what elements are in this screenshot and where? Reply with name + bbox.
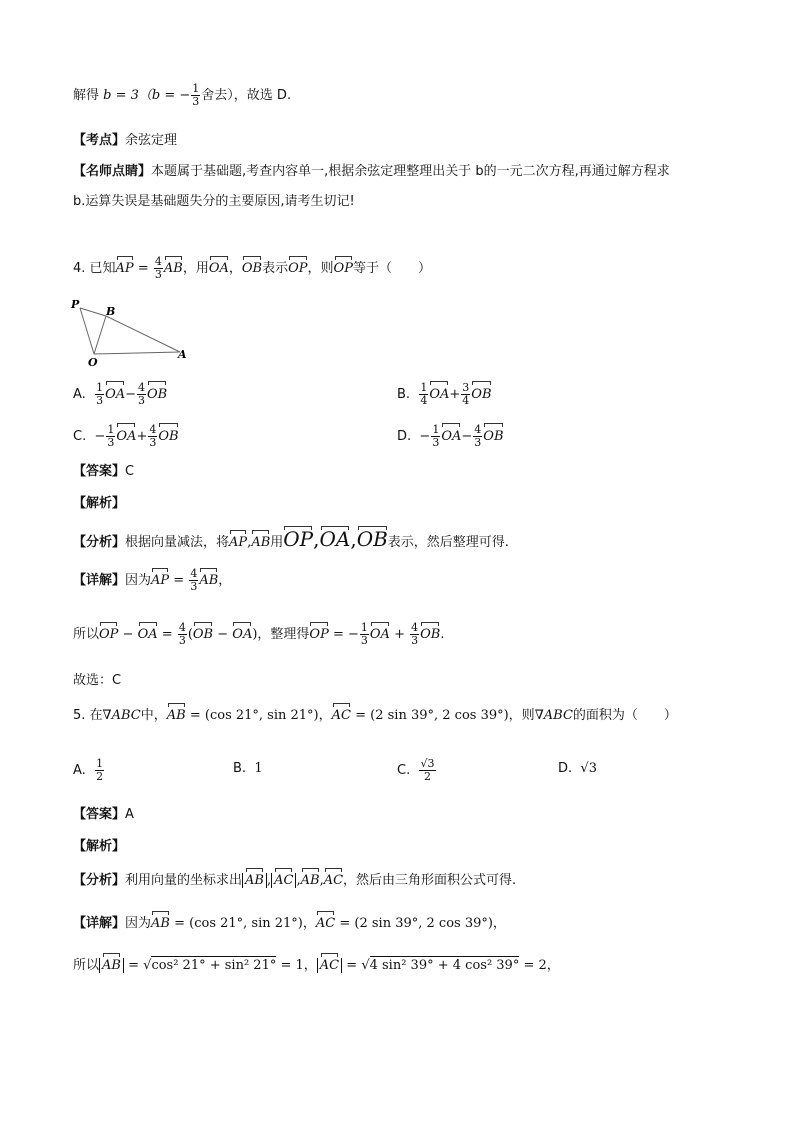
q4-answer: 【答案】C	[73, 464, 135, 479]
q5-detail: 【详解】因为AB = (cos 21°, sin 21°)，AC = (2 sin 39°, 2 cos 39°)，	[73, 914, 506, 934]
q5-derivation: 所以 AB = √cos² 21° + sin² 21° = 1， AC = √4 sin² 39° + 4 cos² 39° = 2，	[73, 956, 560, 976]
q4-derivation: 所以OP − OA = $\frac{4}{3}$ (OB − OA)，整理得OP = − $\frac{1}{3}$ OA + $\frac{4}{3}$ OB.	[73, 621, 445, 647]
question-5: 5. 在∇ABC中，AB = (cos 21°, sin 21°)，AC = (2 sin 39°, 2 cos 39°)，则∇ABC的面积为（ ）	[73, 706, 677, 726]
option-a[interactable]: A. $\frac{1}{3}$ OA− $\frac{4}{3}$ OB	[73, 381, 168, 407]
kaodian-line: 【考点】余弦定理	[73, 133, 178, 148]
q5-option-b[interactable]: B. 1	[233, 761, 263, 776]
option-b[interactable]: B. $\frac{1}{4}$ OA+ $\frac{3}{4}$ OB	[397, 381, 492, 407]
q4-detail: 【详解】因为AP = $\frac{4}{3}$ AB，	[73, 567, 232, 593]
q5-answer: 【答案】A	[73, 807, 134, 822]
q5-option-c[interactable]: C. $\frac{√3}{2}$	[397, 757, 435, 783]
segment-bo	[94, 316, 106, 354]
solution-line-1: 解得 b = 3（b = − $\frac{1}{3}$ 舍去），故选 D.	[73, 82, 292, 108]
triangle-figure	[68, 294, 198, 368]
segment-pb	[80, 308, 106, 316]
label-b: B	[106, 305, 116, 318]
label-p: P	[71, 298, 80, 311]
option-d[interactable]: D. − $\frac{1}{3}$ OA− $\frac{4}{3}$ OB	[397, 423, 504, 449]
option-c[interactable]: C. − $\frac{1}{3}$ OA+ $\frac{4}{3}$ OB	[73, 423, 179, 449]
q4-choice: 故选：C	[73, 673, 122, 688]
q4-jiexi: 【解析】	[73, 496, 126, 511]
mingshi-line-1: 【名师点睛】本题属于基础题,考查内容单一,根据余弦定理整理出关于 b的一元二次方程,再通过解方程求	[73, 164, 670, 179]
question-4: 4. 已知AP = $\frac{4}{3}$ AB，用OA，OB表示OP，则OP等于（ ）	[73, 255, 431, 281]
q4-analysis: 【分析】根据向量减法，将AP,AB用OP,OA,OB表示，然后整理可得.	[73, 527, 509, 551]
segment-ba	[106, 316, 180, 352]
fraction: $\frac{1}{3}$	[192, 82, 200, 108]
mingshi-line-2: b.运算失误是基础题失分的主要原因,请考生切记!	[73, 194, 355, 209]
segment-po	[80, 308, 94, 354]
q5-option-a[interactable]: A. $\frac{1}{2}$	[73, 757, 104, 783]
label-a: A	[178, 348, 187, 361]
q5-option-d[interactable]: D. √3	[558, 761, 597, 776]
segment-oa	[94, 352, 180, 354]
q5-jiexi: 【解析】	[73, 839, 126, 854]
label-o: O	[88, 356, 98, 368]
q5-analysis: 【分析】利用向量的坐标求出 AB , AC ,AB,AC，然后由三角形面积公式可得.	[73, 871, 516, 891]
